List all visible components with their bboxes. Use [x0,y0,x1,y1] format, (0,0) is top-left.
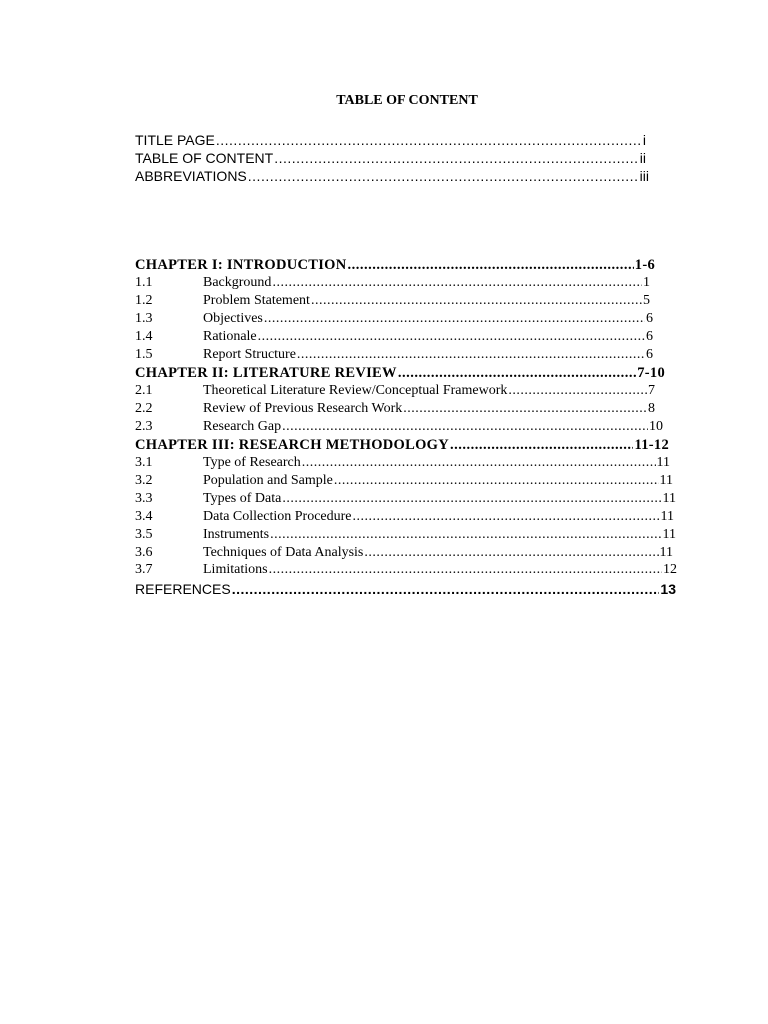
dot-leader [302,454,656,472]
dot-leader [248,167,639,185]
chapter-heading-3 [135,436,669,454]
toc-entry-table-of-content [135,149,646,167]
toc-section-row [135,490,676,508]
toc-section-row [135,561,677,579]
section-label: Population and Sample [203,473,333,488]
section-label: Techniques of Data Analysis [203,545,364,560]
section-page: 11 [659,473,673,488]
section-page: 5 [643,293,650,308]
toc-section-row [135,418,663,436]
section-number: 1.4 [135,329,153,344]
section-label: Report Structure [203,347,296,362]
section-number: 3.2 [135,473,153,488]
toc-section-row [135,454,670,472]
section-page: 11 [662,491,676,506]
section-number: 3.4 [135,509,153,524]
section-page: 11 [660,509,674,524]
dot-leader [398,364,636,382]
section-number: 1.5 [135,347,153,362]
section-page: 10 [649,419,663,434]
dot-leader [270,526,661,544]
toc-entry-page: 13 [660,581,676,597]
chapter-pages: 1-6 [634,257,655,273]
section-number: 2.3 [135,419,153,434]
page-title: TABLE OF CONTENT [336,93,478,108]
dot-leader [232,580,660,598]
dot-leader [274,149,639,167]
section-number: 1.1 [135,275,153,290]
dot-leader [282,418,648,436]
section-label: Types of Data [203,491,282,506]
toc-section-row [135,472,673,490]
chapter-heading-label: CHAPTER III: RESEARCH METHODOLOGY [135,437,450,453]
section-page: 1 [643,275,650,290]
section-page: 6 [646,311,653,326]
section-page: 11 [662,527,676,542]
toc-section-row [135,508,674,526]
dot-leader [508,382,647,400]
section-page: 7 [648,383,655,398]
toc-entry-page: ii [639,150,646,166]
chapter-heading-label: CHAPTER II: LITERATURE REVIEW [135,365,397,381]
section-page: 12 [663,562,677,577]
toc-section-row [135,292,650,310]
dot-leader [216,131,642,149]
section-page: 8 [648,401,655,416]
dot-leader [272,274,642,292]
section-page: 11 [659,545,673,560]
chapter-heading-2 [135,364,665,382]
dot-leader [364,544,658,562]
toc-entry-page: iii [639,168,649,184]
chapter-pages: 11-12 [634,437,669,453]
section-number: 1.3 [135,311,153,326]
section-number: 3.5 [135,527,153,542]
dot-leader [334,472,659,490]
toc-section-row [135,310,653,328]
toc-section-row [135,400,655,418]
section-label: Theoretical Literature Review/Conceptual Framework [203,383,508,398]
section-number: 3.1 [135,455,153,470]
section-label: Research Gap [203,419,282,434]
section-number: 3.3 [135,491,153,506]
section-number: 3.6 [135,545,153,560]
toc-entry-page: i [642,132,646,148]
dot-leader [264,310,645,328]
section-label: Instruments [203,527,270,542]
dot-leader [353,508,660,526]
section-number: 2.2 [135,401,153,416]
dot-leader [258,328,645,346]
toc-entry-label: TABLE OF CONTENT [135,150,274,166]
section-page: 6 [646,347,653,362]
toc-section-row [135,544,673,562]
section-label: Data Collection Procedure [203,509,352,524]
chapter-pages: 7-10 [637,365,665,381]
chapter-heading-label: CHAPTER I: INTRODUCTION [135,257,347,273]
section-label: Objectives [203,311,263,326]
section-page: 6 [646,329,653,344]
dot-leader [403,400,647,418]
section-label: Rationale [203,329,257,344]
section-label: Limitations [203,562,268,577]
toc-section-row [135,382,655,400]
toc-section-row [135,274,650,292]
toc-entry-label: ABBREVIATIONS [135,168,247,184]
dot-leader [450,436,633,454]
toc-entry-references [135,580,676,598]
toc-entry-label: TITLE PAGE [135,132,215,148]
section-page: 11 [656,455,670,470]
dot-leader [282,490,661,508]
dot-leader [348,256,634,274]
chapter-heading-1 [135,256,655,274]
section-label: Review of Previous Research Work [203,401,403,416]
toc-section-row [135,328,653,346]
section-number: 1.2 [135,293,153,308]
toc-entry-title-page [135,131,646,149]
section-number: 2.1 [135,383,153,398]
toc-section-row [135,526,676,544]
section-label: Background [203,275,272,290]
section-label: Type of Research [203,455,301,470]
dot-leader [311,292,642,310]
toc-entry-abbreviations [135,167,649,185]
toc-section-row [135,346,653,364]
dot-leader [297,346,645,364]
toc-entry-label: REFERENCES [135,581,231,597]
section-number: 3.7 [135,562,153,577]
section-label: Problem Statement [203,293,310,308]
dot-leader [269,561,662,579]
